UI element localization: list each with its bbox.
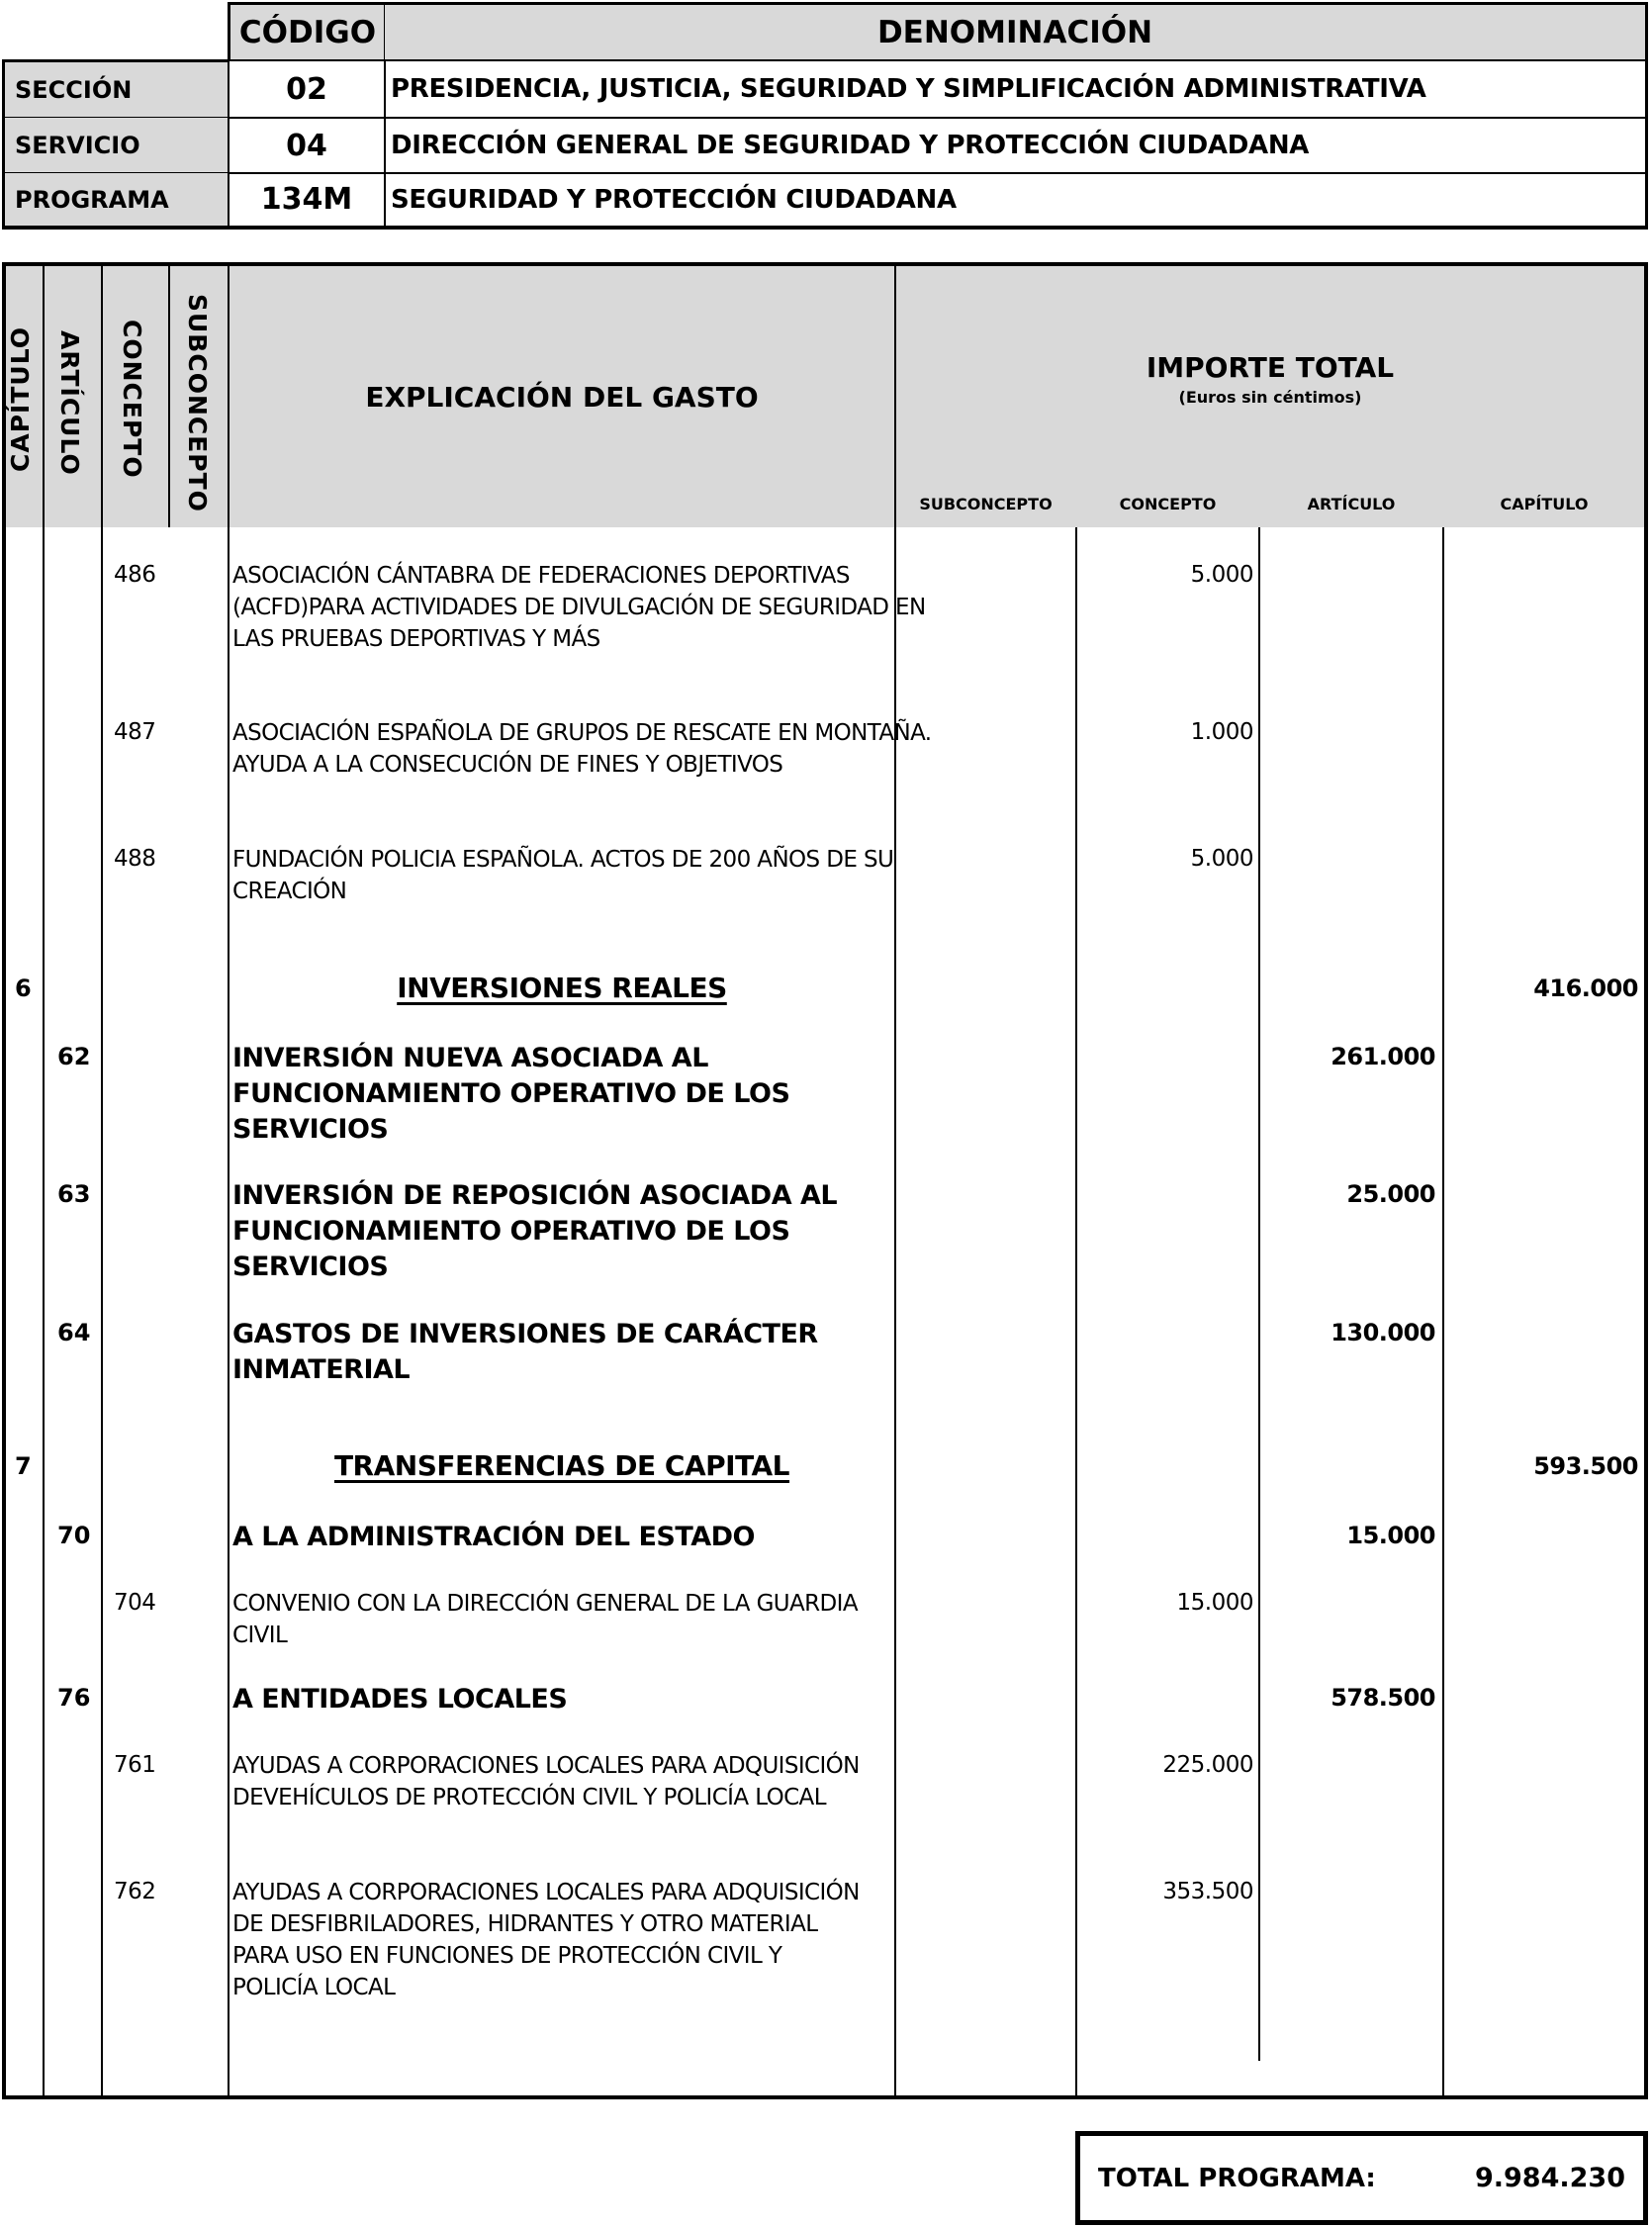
divider (101, 266, 103, 2095)
amount-capitulo: 416.000 (1533, 974, 1638, 1002)
servicio-name: DIRECCIÓN GENERAL DE SEGURIDAD Y PROTECCIÓN CIUDADANA (384, 117, 1648, 174)
articulo-code: 62 (57, 1043, 91, 1070)
explicacion-header: EXPLICACIÓN DEL GASTO (365, 381, 759, 414)
codigo-header: CÓDIGO (228, 2, 386, 61)
articulo-code: 70 (57, 1522, 91, 1549)
programa-name: SEGURIDAD Y PROTECCIÓN CIUDADANA (384, 172, 1648, 230)
row-description: AYUDAS A CORPORACIONES LOCALES PARA ADQUISICIÓN DE DESFIBRILADORES, HIDRANTES Y OTRO MATERIAL PARA USO EN FUNCIONES DE PROTECCIÓN CIVIL Y POLICÍA LOCAL (232, 1880, 860, 2000)
concepto-header: CONCEPTO (118, 320, 146, 479)
row-description: INVERSIÓN NUEVA ASOCIADA AL FUNCIONAMIENTO OPERATIVO DE LOS SERVICIOS (232, 1043, 790, 1145)
divider (228, 266, 229, 2095)
amount-col-concepto: CONCEPTO (1119, 495, 1217, 513)
amount-articulo: 15.000 (1346, 1522, 1435, 1549)
row-description: A ENTIDADES LOCALES (232, 1684, 568, 1715)
capitulo-code: 6 (15, 974, 32, 1002)
seccion-name: PRESIDENCIA, JUSTICIA, SEGURIDAD Y SIMPLIFICACIÓN ADMINISTRATIVA (384, 59, 1648, 119)
articulo-code: 64 (57, 1319, 91, 1346)
row-description: ASOCIACIÓN CÁNTABRA DE FEDERACIONES DEPORTIVAS (ACFD)PARA ACTIVIDADES DE DIVULGACIÓN DE SEGURIDAD EN LAS PRUEBAS DEPORTIVAS Y MÁS (232, 563, 926, 652)
articulo-header: ARTÍCULO (55, 330, 84, 476)
amount-capitulo: 593.500 (1533, 1452, 1638, 1480)
concepto-code: 487 (114, 719, 156, 745)
importe-note: (Euros sin céntimos) (1178, 388, 1362, 407)
row-description: INVERSIÓN DE REPOSICIÓN ASOCIADA AL FUNCIONAMIENTO OPERATIVO DE LOS SERVICIOS (232, 1180, 838, 1282)
capitulo-header: CAPÍTULO (6, 326, 35, 472)
concepto-code: 486 (114, 562, 156, 588)
total-value: 9.984.230 (1474, 2163, 1625, 2193)
concepto-code: 488 (114, 846, 156, 872)
denominacion-header: DENOMINACIÓN (384, 2, 1648, 61)
amount-concepto: 5.000 (1190, 846, 1253, 872)
row-description: A LA ADMINISTRACIÓN DEL ESTADO (232, 1522, 755, 1552)
articulo-code: 76 (57, 1684, 91, 1712)
divider (1442, 527, 1444, 2095)
amount-concepto: 1.000 (1190, 719, 1253, 745)
divider (43, 266, 45, 2095)
concepto-code: 761 (114, 1752, 156, 1778)
importe-total-header: IMPORTE TOTAL (1146, 351, 1395, 384)
amount-articulo: 261.000 (1331, 1043, 1435, 1070)
total-label: TOTAL PROGRAMA: (1098, 2163, 1376, 2193)
seccion-code: 02 (228, 59, 386, 119)
amount-concepto: 225.000 (1162, 1752, 1253, 1778)
chapter-title: TRANSFERENCIAS DE CAPITAL (333, 1449, 790, 1482)
amount-col-articulo: ARTÍCULO (1307, 495, 1396, 513)
amount-concepto: 15.000 (1176, 1590, 1253, 1616)
divider (894, 266, 896, 2095)
concepto-code: 704 (114, 1590, 156, 1616)
row-description: ASOCIACIÓN ESPAÑOLA DE GRUPOS DE RESCATE EN MONTAÑA. AYUDA A LA CONSECUCIÓN DE FINES Y OBJETIVOS (232, 720, 932, 778)
amount-col-subconcepto: SUBCONCEPTO (919, 495, 1053, 513)
divider (1258, 527, 1260, 2061)
divider (168, 266, 170, 527)
programa-label: PROGRAMA (2, 172, 229, 230)
row-description: FUNDACIÓN POLICIA ESPAÑOLA. ACTOS DE 200 AÑOS DE SU CREACIÓN (232, 847, 894, 904)
amount-articulo: 578.500 (1331, 1684, 1435, 1712)
row-description: CONVENIO CON LA DIRECCIÓN GENERAL DE LA GUARDIA CIVIL (232, 1591, 858, 1648)
row-description: GASTOS DE INVERSIONES DE CARÁCTER INMATERIAL (232, 1319, 818, 1385)
articulo-code: 63 (57, 1180, 91, 1208)
servicio-code: 04 (228, 117, 386, 174)
amount-concepto: 353.500 (1162, 1879, 1253, 1904)
servicio-label: SERVICIO (2, 117, 229, 174)
total-programa-box (1075, 2131, 1648, 2225)
divider (1075, 527, 1077, 2095)
programa-code: 134M (228, 172, 386, 230)
amount-articulo: 25.000 (1346, 1180, 1435, 1208)
row-description: AYUDAS A CORPORACIONES LOCALES PARA ADQUISICIÓN DEVEHÍCULOS DE PROTECCIÓN CIVIL Y POLICÍA LOCAL (232, 1753, 860, 1810)
subconcepto-header: SUBCONCEPTO (183, 294, 212, 512)
amount-articulo: 130.000 (1331, 1319, 1435, 1346)
seccion-label: SECCIÓN (2, 59, 229, 119)
capitulo-code: 7 (15, 1452, 32, 1480)
chapter-title: INVERSIONES REALES (397, 972, 727, 1004)
amount-concepto: 5.000 (1190, 562, 1253, 588)
amount-col-capitulo: CAPÍTULO (1500, 495, 1589, 513)
concepto-code: 762 (114, 1879, 156, 1904)
